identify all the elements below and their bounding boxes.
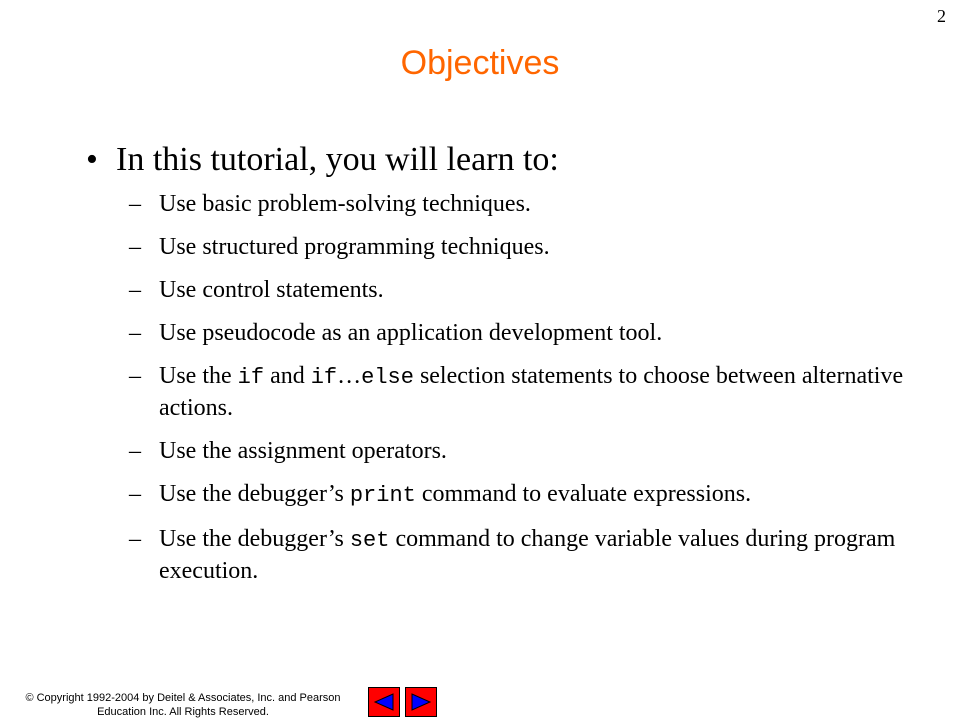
copyright-footer <box>8 691 358 719</box>
list-item <box>129 189 909 219</box>
next-slide-button[interactable] <box>405 687 437 717</box>
item-text: Use the debugger’s <box>159 526 350 552</box>
list-item <box>129 524 909 586</box>
objectives-list <box>129 189 909 599</box>
item-text: Use pseudocode as an application development tool. <box>159 320 663 346</box>
dash-glyph: – <box>129 234 141 260</box>
code-term: if <box>237 365 265 390</box>
dash-glyph: – <box>129 320 141 346</box>
item-text: and <box>264 363 311 389</box>
copyright-line-2: Education Inc. All Rights Reserved. <box>97 706 269 718</box>
previous-slide-button[interactable] <box>368 687 400 717</box>
item-text: Use structured programming techniques. <box>159 234 550 260</box>
item-text: Use basic problem-solving techniques. <box>159 191 531 217</box>
triangle-right-icon <box>410 692 432 712</box>
code-term: print <box>349 483 416 508</box>
list-item <box>129 275 909 305</box>
copyright-line-1: © Copyright 1992-2004 by Deitel & Associates, Inc. and Pearson <box>25 692 341 704</box>
code-term: if <box>310 365 338 390</box>
list-item <box>129 318 909 348</box>
slide-title: Objectives <box>400 44 560 82</box>
item-text: command to change variable values during program execution. <box>159 526 896 584</box>
item-text: Use the debugger’s <box>159 481 350 507</box>
code-term: else <box>361 365 414 390</box>
item-text: Use the assignment operators. <box>159 438 447 464</box>
dash-glyph: – <box>129 363 141 389</box>
item-text: command to evaluate expressions. <box>415 481 752 507</box>
triangle-left-icon <box>373 692 395 712</box>
dash-glyph: – <box>129 191 141 217</box>
list-item <box>129 436 909 466</box>
main-bullet <box>86 140 559 180</box>
item-text: Use control statements. <box>159 277 384 303</box>
dash-glyph: – <box>129 481 141 507</box>
dash-glyph: – <box>129 277 141 303</box>
page-number: 2 <box>937 6 946 26</box>
list-item <box>129 232 909 262</box>
bullet-glyph: • <box>86 141 98 178</box>
item-text: selection statements to choose between alternative actions. <box>159 363 904 421</box>
item-text: Use the <box>159 363 238 389</box>
list-item <box>129 479 909 511</box>
dash-glyph: – <box>129 438 141 464</box>
item-text: … <box>337 363 362 389</box>
code-term: set <box>349 528 390 553</box>
dash-glyph: – <box>129 526 141 552</box>
list-item <box>129 361 909 423</box>
main-bullet-text: In this tutorial, you will learn to: <box>116 141 559 178</box>
